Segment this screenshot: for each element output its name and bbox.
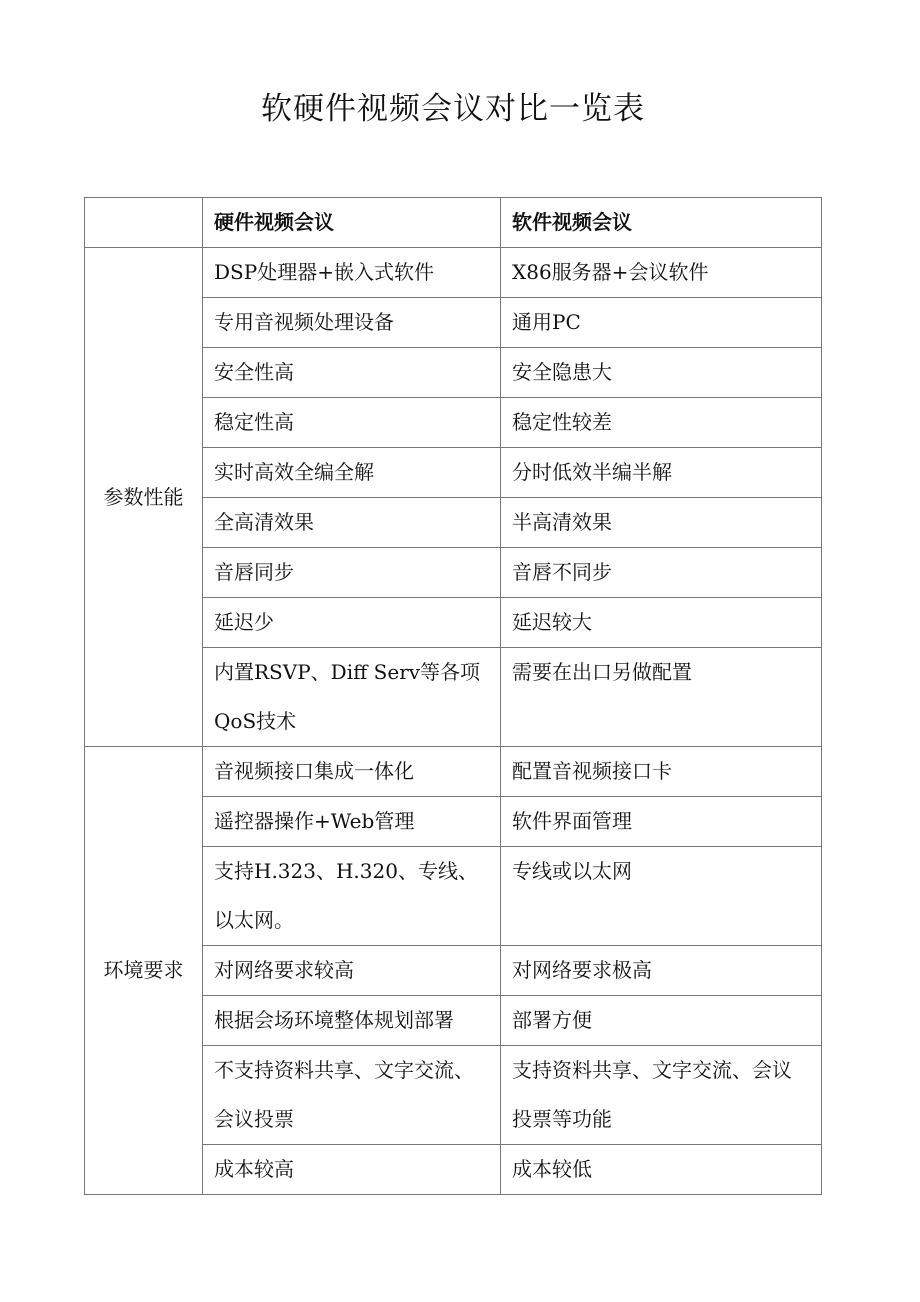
software-cell: X86服务器+会议软件	[501, 248, 822, 298]
software-cell: 配置音视频接口卡	[501, 747, 822, 797]
hardware-cell: 稳定性高	[203, 398, 501, 448]
software-cell: 对网络要求极高	[501, 946, 822, 996]
software-cell: 分时低效半编半解	[501, 448, 822, 498]
software-cell: 需要在出口另做配置	[501, 648, 822, 747]
software-cell: 软件界面管理	[501, 797, 822, 847]
software-cell: 音唇不同步	[501, 548, 822, 598]
software-cell: 安全隐患大	[501, 348, 822, 398]
hardware-cell: 专用音视频处理设备	[203, 298, 501, 348]
hardware-cell: 对网络要求较高	[203, 946, 501, 996]
software-cell: 支持资料共享、文字交流、会议投票等功能	[501, 1046, 822, 1145]
hardware-cell: 延迟少	[203, 598, 501, 648]
software-cell: 部署方便	[501, 996, 822, 1046]
header-cell-empty	[85, 198, 203, 248]
hardware-cell: 根据会场环境整体规划部署	[203, 996, 501, 1046]
table-header-row	[85, 198, 822, 248]
hardware-cell: 不支持资料共享、文字交流、会议投票	[203, 1046, 501, 1145]
hardware-cell: 音唇同步	[203, 548, 501, 598]
software-cell: 通用PC	[501, 298, 822, 348]
header-cell-hardware: 硬件视频会议	[203, 198, 501, 248]
software-cell: 半高清效果	[501, 498, 822, 548]
category-cell-performance: 参数性能	[85, 248, 203, 747]
hardware-cell: 支持H.323、H.320、专线、以太网。	[203, 847, 501, 946]
hardware-cell: 音视频接口集成一体化	[203, 747, 501, 797]
category-cell-environment: 环境要求	[85, 747, 203, 1195]
header-cell-software: 软件视频会议	[501, 198, 822, 248]
comparison-table	[84, 197, 822, 1195]
hardware-cell: 安全性高	[203, 348, 501, 398]
hardware-cell: 遥控器操作+Web管理	[203, 797, 501, 847]
hardware-cell: 全高清效果	[203, 498, 501, 548]
table-row	[85, 747, 822, 797]
hardware-cell: 成本较高	[203, 1145, 501, 1195]
software-cell: 延迟较大	[501, 598, 822, 648]
hardware-cell: DSP处理器+嵌入式软件	[203, 248, 501, 298]
software-cell: 专线或以太网	[501, 847, 822, 946]
software-cell: 稳定性较差	[501, 398, 822, 448]
document-title: 软硬件视频会议对比一览表	[261, 91, 645, 127]
hardware-cell: 实时高效全编全解	[203, 448, 501, 498]
software-cell: 成本较低	[501, 1145, 822, 1195]
table-row	[85, 248, 822, 298]
hardware-cell: 内置RSVP、Diff Serv等各项QoS技术	[203, 648, 501, 747]
